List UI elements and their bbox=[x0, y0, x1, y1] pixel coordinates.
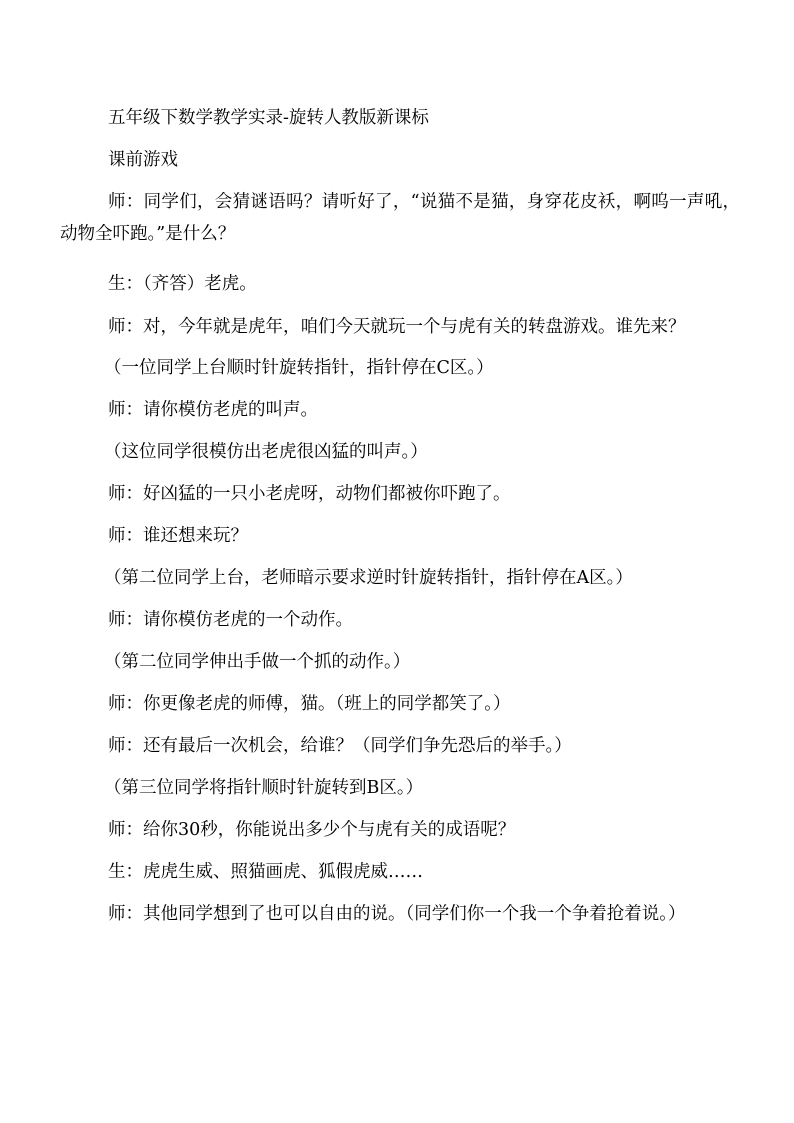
paragraph: 师：好凶猛的一只小老虎呀，动物们都被你吓跑了。 bbox=[108, 484, 511, 504]
paragraph: 师：对，今年就是虎年，咱们今天就玩一个与虎有关的转盘游戏。谁先来？ bbox=[108, 317, 686, 337]
paragraph: 师：还有最后一次机会，给谁？（同学们争先恐后的举手。） bbox=[108, 736, 572, 756]
paragraph: （一位同学上台顺时针旋转指针，指针停在C区。） bbox=[104, 358, 494, 378]
paragraph: 师：你更像老虎的师傅，猫。（班上的同学都笑了。） bbox=[108, 694, 511, 714]
document-title: 五年级下数学教学实录-旋转人教版新课标 bbox=[108, 108, 429, 128]
paragraph: 师：请你模仿老虎的叫声。 bbox=[108, 400, 318, 420]
paragraph: （第二位同学伸出手做一个抓的动作。） bbox=[104, 652, 411, 672]
paragraph: 师：其他同学想到了也可以自由的说。（同学们你一个我一个争着抢着说。） bbox=[108, 904, 686, 924]
paragraph: 师：同学们，会猜谜语吗？请听好了，“说猫不是猫，身穿花皮袄，啊呜一声吼，动物全吓跑。”是什么？ bbox=[60, 192, 740, 244]
paragraph: 生：虎虎生威、照猫画虎、狐假虎威…… bbox=[108, 862, 423, 882]
section-heading: 课前游戏 bbox=[108, 150, 178, 170]
paragraph: 师：谁还想来玩？ bbox=[108, 526, 248, 546]
paragraph: 师：给你30秒，你能说出多少个与虎有关的成语呢？ bbox=[108, 820, 516, 840]
paragraph: 师：请你模仿老虎的一个动作。 bbox=[108, 610, 353, 630]
paragraph: 生：（齐答）老虎。 bbox=[108, 274, 257, 294]
paragraph: （第二位同学上台，老师暗示要求逆时针旋转指针，指针停在A区。） bbox=[104, 568, 633, 588]
paragraph: （这位同学很模仿出老虎很凶猛的叫声。） bbox=[104, 442, 428, 462]
paragraph: （第三位同学将指针顺时针旋转到B区。） bbox=[104, 778, 424, 798]
